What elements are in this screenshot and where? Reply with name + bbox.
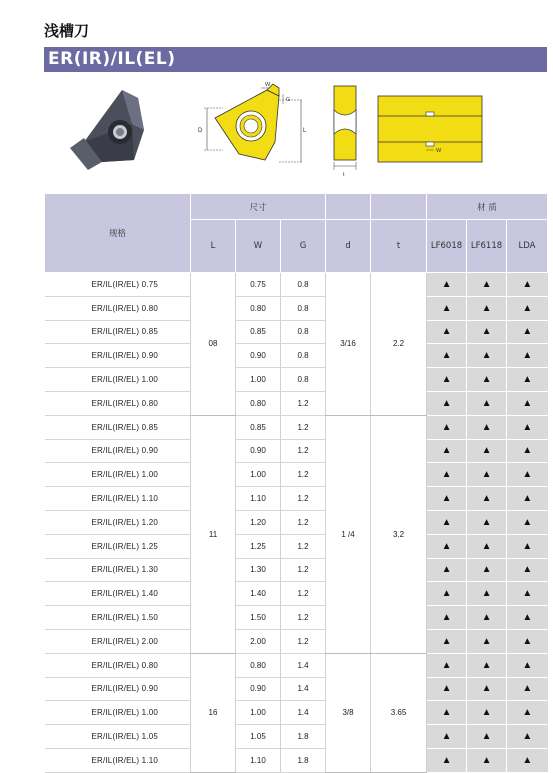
available-mark-lda: ▲	[507, 415, 548, 439]
dim-l-label: L	[303, 128, 307, 134]
W-cell: 1.50	[236, 606, 281, 630]
available-mark-lda: ▲	[507, 463, 548, 487]
G-cell: 1.2	[281, 510, 326, 534]
W-cell: 1.20	[236, 510, 281, 534]
G-cell: 0.8	[281, 344, 326, 368]
table-row	[45, 273, 548, 297]
table-row	[45, 606, 548, 630]
table-row	[45, 677, 548, 701]
available-mark-lf6118: ▲	[467, 582, 507, 606]
W-cell: 1.40	[236, 582, 281, 606]
available-mark-lf6118: ▲	[467, 701, 507, 725]
available-mark-lf6118: ▲	[467, 415, 507, 439]
W-cell: 1.00	[236, 368, 281, 392]
table-row	[45, 701, 548, 725]
t-cell: 3.65	[371, 653, 427, 772]
spec-cell: ER/IL(IR/EL) 1.05	[45, 725, 191, 749]
header-W: W	[236, 220, 281, 273]
table-row	[45, 368, 548, 392]
available-mark-lf6018: ▲	[427, 582, 467, 606]
W-cell: 0.80	[236, 296, 281, 320]
G-cell: 0.8	[281, 320, 326, 344]
spec-cell: ER/IL(IR/EL) 0.85	[45, 320, 191, 344]
available-mark-lf6018: ▲	[427, 606, 467, 630]
groove-section-diagram	[376, 80, 486, 180]
W-cell: 0.90	[236, 344, 281, 368]
dim-t-label: t	[343, 172, 345, 178]
available-mark-lf6118: ▲	[467, 487, 507, 511]
available-mark-lf6118: ▲	[467, 296, 507, 320]
available-mark-lda: ▲	[507, 487, 548, 511]
G-cell: 1.2	[281, 391, 326, 415]
available-mark-lf6118: ▲	[467, 510, 507, 534]
G-cell: 1.4	[281, 653, 326, 677]
G-cell: 0.8	[281, 296, 326, 320]
G-cell: 1.2	[281, 463, 326, 487]
table-row	[45, 415, 548, 439]
d-cell: 3/8	[326, 653, 371, 772]
dim-w2-label: W	[436, 148, 442, 154]
G-cell: 1.2	[281, 534, 326, 558]
table-row	[45, 463, 548, 487]
G-cell: 0.8	[281, 273, 326, 297]
spec-cell: ER/IL(IR/EL) 1.20	[45, 510, 191, 534]
d-cell: 3/16	[326, 273, 371, 416]
available-mark-lda: ▲	[507, 534, 548, 558]
insert-photo	[62, 80, 162, 180]
W-cell: 2.00	[236, 629, 281, 653]
available-mark-lda: ▲	[507, 368, 548, 392]
G-cell: 1.2	[281, 415, 326, 439]
available-mark-lf6018: ▲	[427, 558, 467, 582]
available-mark-lf6018: ▲	[427, 463, 467, 487]
W-cell: 0.85	[236, 320, 281, 344]
header-G: G	[281, 220, 326, 273]
available-mark-lf6018: ▲	[427, 629, 467, 653]
G-cell: 1.2	[281, 629, 326, 653]
spec-cell: ER/IL(IR/EL) 1.00	[45, 701, 191, 725]
spec-cell: ER/IL(IR/EL) 1.30	[45, 558, 191, 582]
spec-cell: ER/IL(IR/EL) 1.40	[45, 582, 191, 606]
available-mark-lf6118: ▲	[467, 368, 507, 392]
spec-cell: ER/IL(IR/EL) 0.85	[45, 415, 191, 439]
W-cell: 0.85	[236, 415, 281, 439]
header-blank-t	[371, 194, 427, 220]
header-material-lda: LDA	[507, 220, 548, 273]
available-mark-lf6118: ▲	[467, 439, 507, 463]
available-mark-lda: ▲	[507, 606, 548, 630]
W-cell: 1.10	[236, 487, 281, 511]
available-mark-lf6018: ▲	[427, 653, 467, 677]
page-title: 浅槽刀	[44, 22, 90, 40]
W-cell: 0.80	[236, 391, 281, 415]
available-mark-lf6018: ▲	[427, 677, 467, 701]
header-material-group: 材 质	[427, 194, 548, 220]
G-cell: 1.4	[281, 701, 326, 725]
available-mark-lf6018: ▲	[427, 368, 467, 392]
spec-cell: ER/IL(IR/EL) 1.25	[45, 534, 191, 558]
W-cell: 0.80	[236, 653, 281, 677]
W-cell: 1.10	[236, 748, 281, 772]
available-mark-lda: ▲	[507, 748, 548, 772]
available-mark-lda: ▲	[507, 677, 548, 701]
available-mark-lf6118: ▲	[467, 653, 507, 677]
available-mark-lf6018: ▲	[427, 320, 467, 344]
table-row	[45, 344, 548, 368]
dim-w-label: W	[265, 82, 271, 88]
available-mark-lda: ▲	[507, 558, 548, 582]
table-row	[45, 582, 548, 606]
available-mark-lf6118: ▲	[467, 558, 507, 582]
product-series-bar	[44, 47, 547, 72]
available-mark-lf6018: ▲	[427, 273, 467, 297]
d-cell: 1 /4	[326, 415, 371, 653]
available-mark-lda: ▲	[507, 725, 548, 749]
spec-cell: ER/IL(IR/EL) 0.80	[45, 296, 191, 320]
available-mark-lf6118: ▲	[467, 748, 507, 772]
table-row	[45, 296, 548, 320]
W-cell: 0.90	[236, 439, 281, 463]
header-d: d	[326, 220, 371, 273]
available-mark-lf6018: ▲	[427, 296, 467, 320]
product-series-title: ER(IR)/IL(EL)	[48, 49, 176, 69]
available-mark-lda: ▲	[507, 582, 548, 606]
G-cell: 1.2	[281, 606, 326, 630]
available-mark-lf6118: ▲	[467, 463, 507, 487]
W-cell: 1.25	[236, 534, 281, 558]
t-cell: 2.2	[371, 273, 427, 416]
spec-cell: ER/IL(IR/EL) 0.90	[45, 344, 191, 368]
W-cell: 0.75	[236, 273, 281, 297]
table-row	[45, 725, 548, 749]
available-mark-lf6118: ▲	[467, 606, 507, 630]
available-mark-lf6118: ▲	[467, 534, 507, 558]
available-mark-lf6018: ▲	[427, 725, 467, 749]
spec-cell: ER/IL(IR/EL) 0.80	[45, 391, 191, 415]
available-mark-lda: ▲	[507, 653, 548, 677]
spec-cell: ER/IL(IR/EL) 2.00	[45, 629, 191, 653]
L-cell: 11	[191, 415, 236, 653]
spec-cell: ER/IL(IR/EL) 0.75	[45, 273, 191, 297]
spec-cell: ER/IL(IR/EL) 0.90	[45, 677, 191, 701]
G-cell: 1.2	[281, 487, 326, 511]
header-L: L	[191, 220, 236, 273]
available-mark-lf6118: ▲	[467, 344, 507, 368]
available-mark-lf6018: ▲	[427, 415, 467, 439]
available-mark-lf6118: ▲	[467, 629, 507, 653]
insert-side-view-diagram	[328, 80, 362, 180]
available-mark-lda: ▲	[507, 510, 548, 534]
spec-cell: ER/IL(IR/EL) 1.00	[45, 368, 191, 392]
G-cell: 1.8	[281, 725, 326, 749]
available-mark-lf6018: ▲	[427, 701, 467, 725]
G-cell: 1.2	[281, 582, 326, 606]
available-mark-lda: ▲	[507, 629, 548, 653]
available-mark-lda: ▲	[507, 296, 548, 320]
W-cell: 0.90	[236, 677, 281, 701]
available-mark-lf6018: ▲	[427, 510, 467, 534]
dim-g-label: G	[286, 97, 291, 103]
available-mark-lf6018: ▲	[427, 439, 467, 463]
available-mark-lf6118: ▲	[467, 391, 507, 415]
table-row	[45, 439, 548, 463]
G-cell: 1.4	[281, 677, 326, 701]
available-mark-lf6118: ▲	[467, 273, 507, 297]
W-cell: 1.05	[236, 725, 281, 749]
header-material-lf6118: LF6118	[467, 220, 507, 273]
G-cell: 1.8	[281, 748, 326, 772]
W-cell: 1.30	[236, 558, 281, 582]
spec-cell: ER/IL(IR/EL) 0.90	[45, 439, 191, 463]
spec-cell: ER/IL(IR/EL) 1.50	[45, 606, 191, 630]
W-cell: 1.00	[236, 463, 281, 487]
available-mark-lda: ▲	[507, 273, 548, 297]
table-row	[45, 320, 548, 344]
header-spec: 规格	[45, 194, 191, 273]
available-mark-lf6018: ▲	[427, 344, 467, 368]
header-blank-d	[326, 194, 371, 220]
G-cell: 0.8	[281, 368, 326, 392]
table-row	[45, 748, 548, 772]
available-mark-lda: ▲	[507, 439, 548, 463]
table-row	[45, 653, 548, 677]
table-row	[45, 510, 548, 534]
spec-cell: ER/IL(IR/EL) 1.10	[45, 748, 191, 772]
spec-cell: ER/IL(IR/EL) 0.80	[45, 653, 191, 677]
W-cell: 1.00	[236, 701, 281, 725]
header-material-lf6018: LF6018	[427, 220, 467, 273]
G-cell: 1.2	[281, 439, 326, 463]
available-mark-lf6118: ▲	[467, 725, 507, 749]
L-cell: 08	[191, 273, 236, 416]
available-mark-lda: ▲	[507, 391, 548, 415]
table-row	[45, 629, 548, 653]
available-mark-lda: ▲	[507, 320, 548, 344]
available-mark-lf6018: ▲	[427, 487, 467, 511]
available-mark-lf6018: ▲	[427, 534, 467, 558]
G-cell: 1.2	[281, 558, 326, 582]
spec-table-body	[45, 273, 548, 773]
table-row	[45, 534, 548, 558]
spec-table	[44, 193, 548, 773]
available-mark-lf6018: ▲	[427, 748, 467, 772]
insert-top-view-diagram	[195, 80, 313, 180]
available-mark-lf6018: ▲	[427, 391, 467, 415]
table-row	[45, 487, 548, 511]
available-mark-lf6118: ▲	[467, 677, 507, 701]
dim-d-label: D	[198, 128, 203, 134]
L-cell: 16	[191, 653, 236, 772]
available-mark-lda: ▲	[507, 344, 548, 368]
spec-cell: ER/IL(IR/EL) 1.00	[45, 463, 191, 487]
table-row	[45, 391, 548, 415]
available-mark-lf6118: ▲	[467, 320, 507, 344]
header-size-group: 尺寸	[191, 194, 326, 220]
table-row	[45, 558, 548, 582]
t-cell: 3.2	[371, 415, 427, 653]
available-mark-lda: ▲	[507, 701, 548, 725]
spec-cell: ER/IL(IR/EL) 1.10	[45, 487, 191, 511]
header-t: t	[371, 220, 427, 273]
